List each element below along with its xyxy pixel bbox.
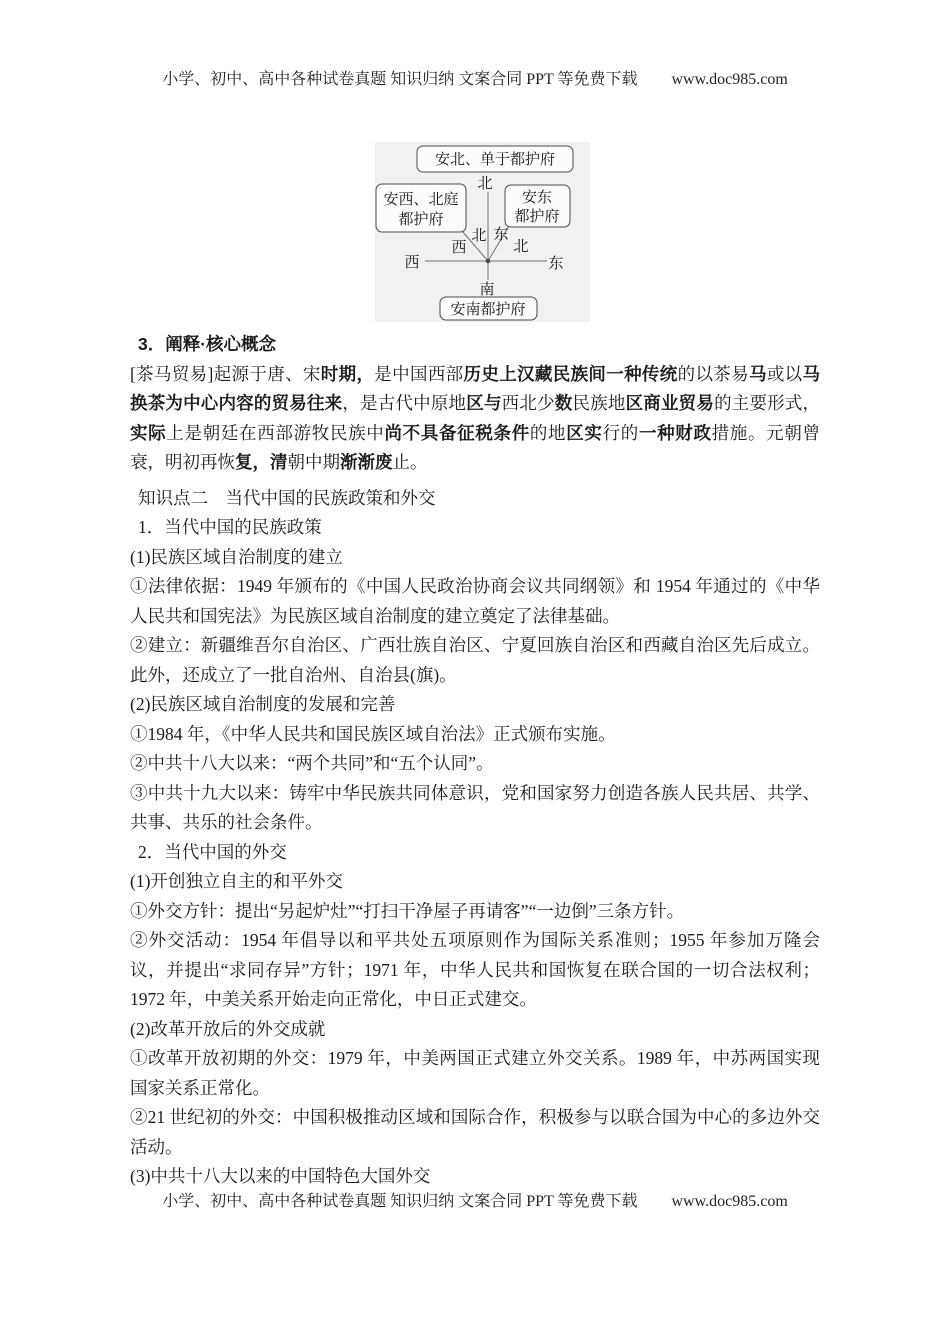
text-segment: 尚不具备征税条件 [384,422,530,443]
andong-label-2: 都护府 [514,209,560,225]
northeast-north-label: 北 [513,239,529,255]
para-sub-2-reform-era-achievements: (2)改革开放后的外交成就 [130,1018,326,1039]
text-segment: 的地 [529,422,567,443]
footer-promo-text: 小学、初中、高中各种试卷真题 知识归纳 文案合同 PPT 等免费下载 [162,1193,638,1210]
text-segment: 区与 [466,393,502,413]
text-segment: 马 [749,363,767,384]
annan-label: 安南都护府 [450,302,526,318]
text-segment: 实际 [130,422,167,443]
text-segment: ，是古代中原地 [342,393,467,413]
para-point-diplomatic-activities: ②外交活动：1954 年倡导以和平共处五项原则作为国际关系准则；1955 年参加万隆会议，并提出“求同存异”方针；1971 年，中华人民共和国恢复在联合国的一切合法权利；1972 年，中美关系开始走向正常化，中日正式建交。 [130,930,820,1009]
page-footer [0,1188,950,1211]
south-label: 南 [479,282,495,298]
text-segment: 行的 [602,422,639,443]
text-segment: 马换茶为中心内容的贸易往来 [130,363,821,413]
para-point-21st-century-diplomacy: ②21 世纪初的外交：中国积极推动区域和国际合作，积极参与以联合国为中心的多边外交活动。 [130,1107,820,1157]
document-body [130,330,820,1192]
para-item-2-diplomacy: 2．当代中国的外交 [138,841,287,862]
text-segment: 上是朝廷在西部游牧民族中 [166,422,385,443]
para-point-1984-law: ①1984 年，《中华人民共和国民族区域自治法》正式颁布实施。 [130,723,616,744]
northeast-east-label: 东 [493,227,509,243]
para-sub-1-autonomy-establishment: (1)民族区域自治制度的建立 [130,546,343,567]
header-promo-text: 小学、初中、高中各种试卷真题 知识归纳 文案合同 PPT 等免费下载 [162,71,638,88]
text-segment: 是中国西部 [374,363,464,384]
anxi-beiting-label-1: 安西、北庭 [383,192,459,208]
para-sub-1-independent-diplomacy: (1)开创独立自主的和平外交 [130,871,343,891]
para-point-establishment: ②建立：新疆维吾尔自治区、广西壮族自治区、宁夏回族自治区和西藏自治区先后成立。此外，还成立了一批自治州、自治县(旗)。 [130,635,820,685]
text-segment: 区商业贸易 [625,393,715,413]
text-segment: 时期， [320,363,375,384]
text-segment: 朝中期 [287,452,340,472]
para-point-19th-congress: ③中共十九大以来：铸牢中华民族共同体意识，党和国家努力创造各族人民共居、共学、共事、共乐的社会条件。 [130,782,820,832]
text-segment: [茶马贸易]起源于唐、宋 [130,363,321,384]
section-3-heading: 3．阐释·核心概念 [138,334,277,354]
text-segment: 的以茶易 [677,363,749,384]
para-item-1-ethnic-policy: 1．当代中国的民族政策 [138,517,322,537]
para-sub-3-major-country-diplomacy: (3)中共十八大以来的中国特色大国外交 [130,1166,431,1186]
para-point-early-reform-diplomacy: ①改革开放初期的外交：1979 年，中美两国正式建立外交关系。1989 年，中苏两国实现国家关系正常化。 [130,1048,820,1098]
anxi-beiting-label-2: 都护府 [398,212,444,228]
footer-url-text: www.doc985.com [671,1193,788,1210]
text-segment: 措施。元朝曾衰，明初再恢 [130,422,821,472]
text-segment: 复，清 [235,452,288,472]
text-segment: 历史上汉藏民族间一种传统 [463,363,678,384]
text-segment: 一种财政 [638,422,712,443]
text-segment: 区实 [566,422,603,443]
para-sub-2-autonomy-development: (2)民族区域自治制度的发展和完善 [130,694,396,714]
northwest-west-label: 西 [451,240,467,256]
text-segment: 或以 [766,363,803,384]
para-point-18th-congress: ②中共十八大以来：“两个共同”和“五个认同”。 [130,753,494,773]
protectorates-diagram [375,142,590,322]
text-segment: 数 [554,393,573,413]
northwest-north-label: 北 [471,228,487,244]
north-label: 北 [477,176,493,192]
anbei-shanyu-label: 安北、单于都护府 [434,152,556,168]
tea-horse-trade-paragraph [130,360,820,478]
text-segment: 西北少 [501,393,555,413]
east-label: 东 [548,256,564,272]
text-segment: 渐渐废 [340,452,393,472]
header-url-text: www.doc985.com [671,71,788,88]
text-segment: 止。 [392,452,428,472]
page-header [0,66,950,89]
text-segment: 的主要形式， [714,393,821,413]
para-point-legal-basis: ①法律依据：1949 年颁布的《中国人民政治协商会议共同纲领》和 1954 年通过的《中华人民共和国宪法》为民族区域自治制度的建立奠定了法律基础。 [130,576,820,626]
para-point-diplomatic-principles: ①外交方针：提出“另起炉灶”“打扫干净屋子再请客”“一边倒”三条方针。 [130,900,685,921]
text-segment: 民族地 [572,393,626,413]
para-knowledge-point-2-heading: 知识点二 当代中国的民族政策和外交 [138,487,436,508]
andong-label-1: 安东 [521,190,553,206]
west-label: 西 [404,255,420,271]
diagram-svg [375,142,590,322]
center-point-dot [486,259,491,264]
